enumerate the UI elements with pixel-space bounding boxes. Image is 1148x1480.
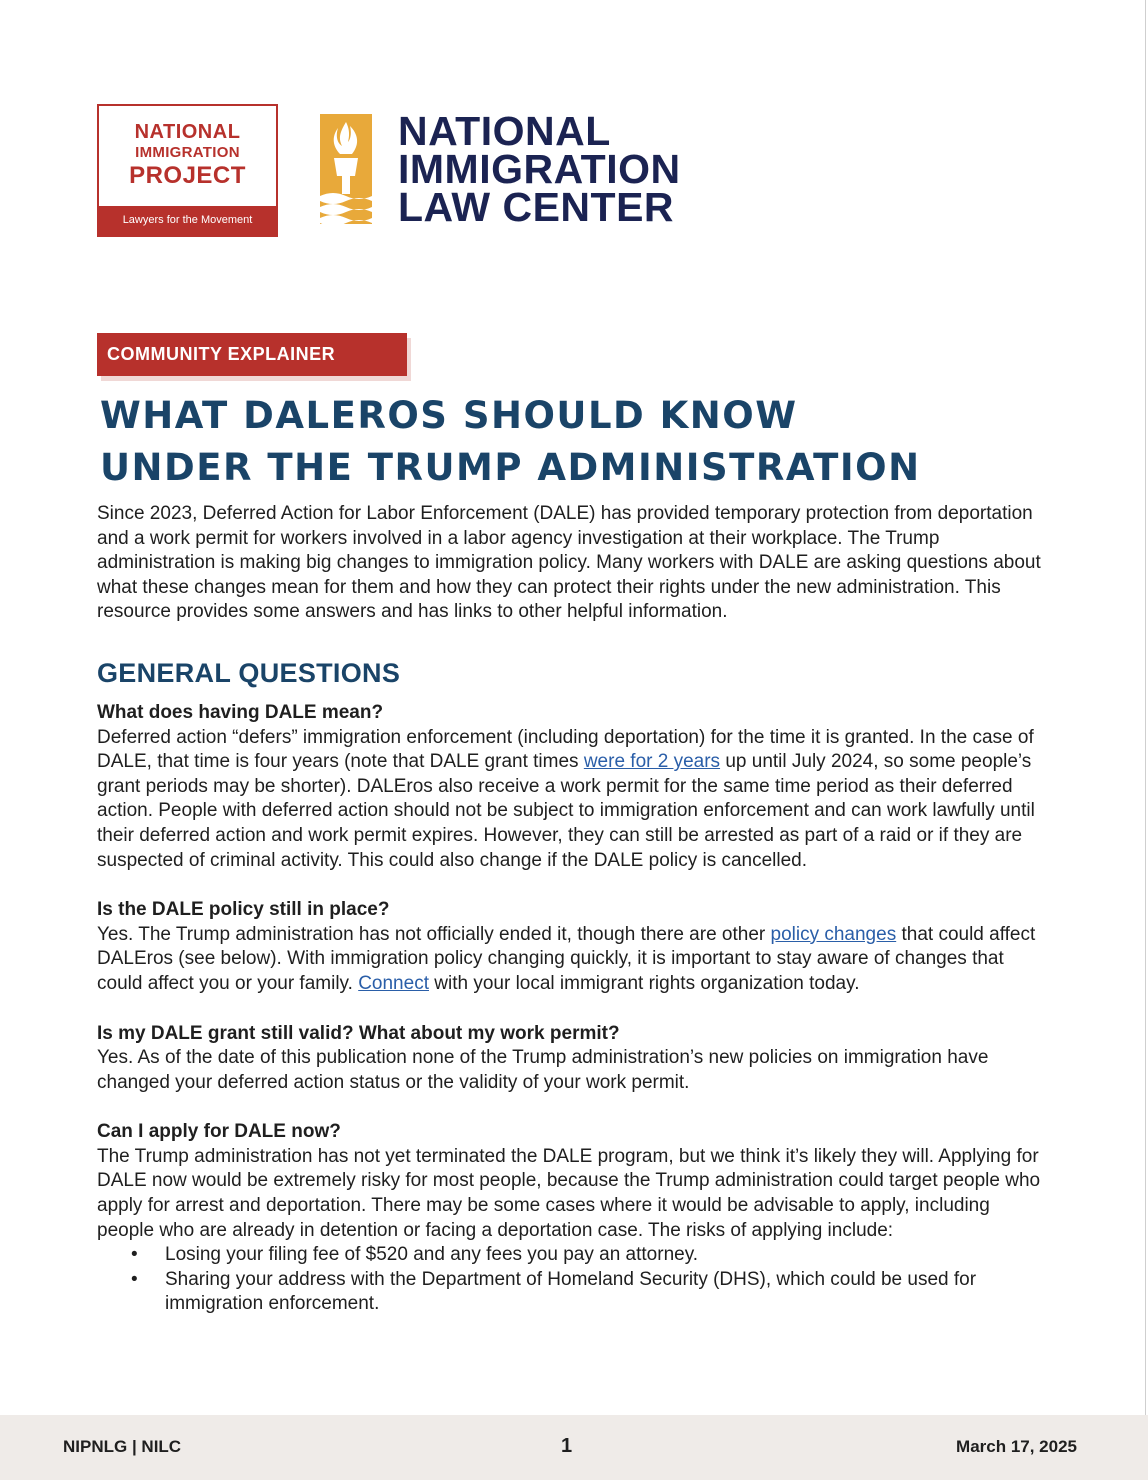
question-heading: Is my DALE grant still valid? What about my work permit? (97, 1022, 620, 1044)
answer-text: with your local immigrant rights organization today. (428, 972, 860, 994)
list-item-text: Losing your filing fee of $520 and any fees you pay an attorney. (165, 1244, 699, 1266)
community-explainer-tag (97, 333, 407, 376)
nilc-logo-line3: LAW CENTER (398, 184, 675, 230)
connect-link[interactable]: Connect (358, 972, 429, 994)
nilc-logo-text (398, 108, 681, 230)
answer-text: Yes. The Trump administration has not officially ended it, though there are other (97, 923, 771, 945)
were-for-2-years-link[interactable]: were for 2 years (583, 751, 721, 773)
page-title-line1: WHAT DALEROS SHOULD KNOW (100, 394, 798, 437)
nilc-logo (320, 108, 740, 230)
torch-icon (320, 114, 372, 224)
list-item-text: Sharing your address with the Department of Homeland Security (DHS), which could be used for immigration enforcement. (165, 1268, 977, 1315)
qa-grant-still-valid (97, 1022, 1047, 1096)
page-number: 1 (561, 1435, 573, 1457)
answer-paragraph (97, 923, 1047, 997)
answer-paragraph (97, 726, 1047, 874)
nip-logo (97, 104, 278, 237)
bullet-icon: • (131, 1268, 138, 1290)
qa-policy-in-place (97, 898, 1047, 996)
nip-logo-line1: NATIONAL (134, 121, 241, 143)
list-item (97, 1268, 1047, 1317)
nip-logo-tagline: Lawyers for the Movement (99, 206, 276, 235)
page-title-line2: UNDER THE TRUMP ADMINISTRATION (100, 446, 921, 489)
page-title (100, 390, 1060, 494)
risk-list (97, 1243, 1047, 1317)
nilc-logo-line1: NATIONAL (398, 108, 611, 154)
policy-changes-link[interactable]: policy changes (770, 923, 897, 945)
answer-text: Deferred action “defers” immigration enforcement (including deportation) for the time it is granted. In the case of DALE, that time is four years (note that DALE grant times (97, 726, 1034, 773)
qa-what-does-dale-mean (97, 701, 1047, 873)
page-edge-rule (1145, 0, 1146, 1480)
publication-date: March 17, 2025 (956, 1437, 1077, 1456)
answer-text: up until July 2024, so some people’s grant periods may be shorter). DALEros also receive a work permit for the same time period as their deferred action. People with deferred action should not be subject to immigration enforcement and can work lawfully until their deferred action and work permit expires. However, they can still be arrested as part of a raid or if they are suspected of criminal activity. This could also change if the DALE policy is cancelled. (97, 751, 1035, 871)
tag-label: COMMUNITY EXPLAINER (97, 333, 407, 376)
intro-paragraph: Since 2023, Deferred Action for Labor Enforcement (DALE) has provided temporary protection from deportation and a work permit for workers involved in a labor agency investigation at their workplace. The Trump administration is making big changes to immigration policy. Many workers with DALE are asking questions about what these changes mean for them and how they can protect their rights under the new administration. This resource provides some answers and has links to other helpful information. (97, 503, 1041, 623)
answer-text: that could affect DALEros (see below). With immigration policy changing quickly, it is important to stay aware of changes that could affect you or your family. (97, 923, 1036, 994)
document-body (97, 502, 1047, 1317)
qa-apply-for-dale (97, 1120, 1047, 1317)
bullet-icon: • (131, 1244, 138, 1266)
nip-logo-line3: PROJECT (129, 161, 246, 189)
question-heading: What does having DALE mean? (97, 701, 384, 723)
question-heading: Can I apply for DALE now? (97, 1121, 341, 1143)
page-footer (0, 1415, 1148, 1480)
list-item (97, 1243, 1047, 1268)
nilc-logo-line2: IMMIGRATION (398, 146, 681, 192)
question-heading: Is the DALE policy still in place? (97, 899, 390, 921)
nip-logo-line2: IMMIGRATION (135, 144, 240, 161)
section-heading: GENERAL QUESTIONS (97, 657, 401, 688)
nip-logo-text (99, 122, 276, 188)
answer-paragraph: Yes. As of the date of this publication none of the Trump administration’s new policies on immigration have changed your deferred action status or the validity of your work permit. (97, 1047, 989, 1093)
answer-paragraph: The Trump administration has not yet terminated the DALE program, but we think it’s likely they will. Applying for DALE now would be extremely risky for most people, because the Trump administration could target people who apply for arrest and deportation. There may be some cases where it would be advisable to apply, including people who are already in detention or facing a deportation case. The risks of applying include: (97, 1145, 1041, 1241)
footer-orgs: NIPNLG | NILC (63, 1437, 182, 1456)
